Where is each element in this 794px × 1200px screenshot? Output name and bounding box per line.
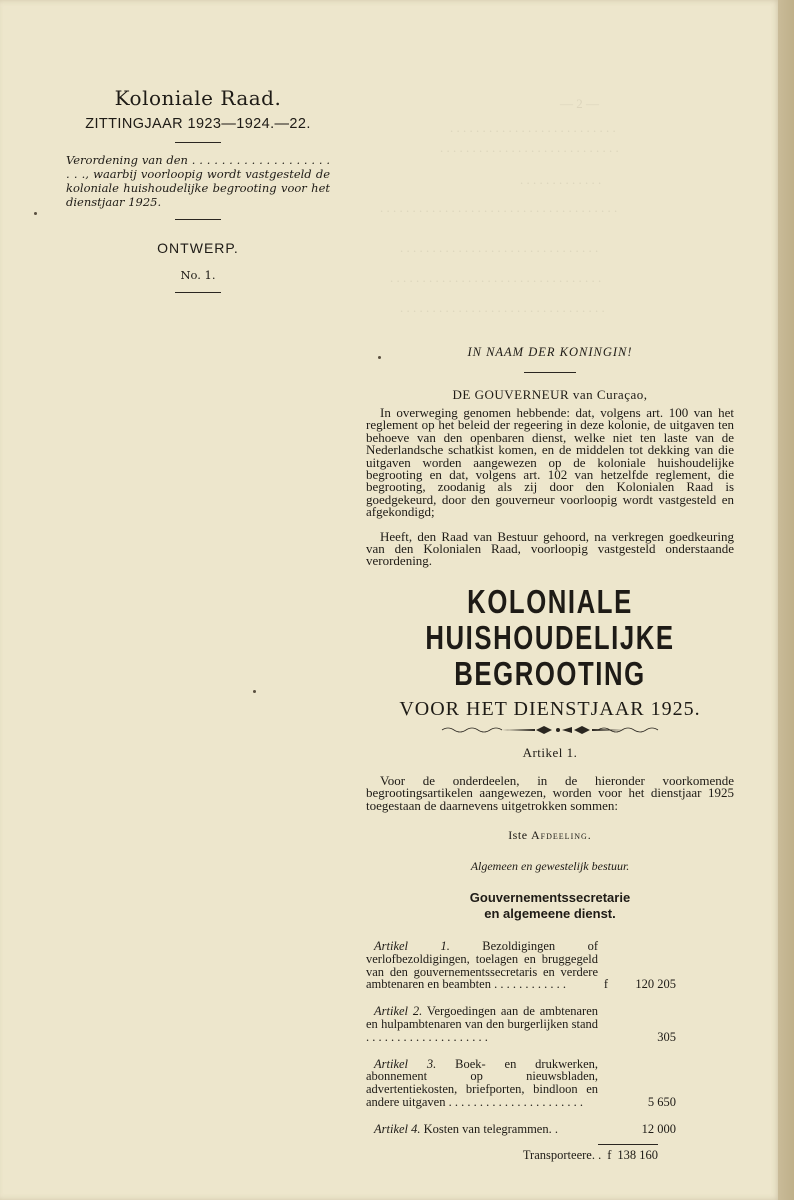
item-article: Artikel 1. bbox=[374, 939, 450, 954]
division-heading bbox=[366, 828, 734, 843]
item-amount: 12 000 bbox=[641, 1121, 676, 1136]
considerations-paragraph: In overweging genomen hebbende: dat, volgens art. 100 van het reglement op het beleid der regeering in deze kolonie, de uitgaven ten behoeve van den openbaren dienst, welke niet ten laste van de Nederlandsche schatkist komen, en de middelen tot dekking van die uitgaven worden aangewezen op de koloniale huishoudelijke begrooting en dat, volgens art. 102 van hetzelfde reglement, die begrooting, zoodanig als zij door den Kolonialen Raad is goedgekeurd, door den gouverneur voorloopig wordt vastgesteld en afgekondigd; bbox=[366, 405, 734, 520]
sum-rule bbox=[598, 1144, 658, 1145]
ornamental-divider-icon bbox=[366, 723, 734, 739]
budget-item bbox=[366, 1058, 734, 1109]
article-paragraph: Voor de onderdeelen, in de hieronder voorkomende begrootingsartikelen aangewezen, worden voor het dienstjaar 1925 toegestaan de daarnevens uitgetrokken sommen: bbox=[366, 772, 734, 813]
item-article: Artikel 3. bbox=[374, 1056, 437, 1071]
item-amount: 120 205 bbox=[635, 977, 676, 992]
ordinance-body bbox=[366, 345, 734, 1163]
department-title bbox=[366, 890, 734, 922]
item-description: Bezoldigingen of verlofbezoldigingen, toelagen en bruggegeld van den gouvernementssecretaris en verdere ambtenaren en beambten . . . . . . . . . . . . bbox=[366, 939, 598, 992]
item-article: Artikel 2. bbox=[374, 1004, 423, 1019]
item-description: Boek- en drukwerken, abonnement op nieuwsbladen, advertentiekosten, briefporten, bindloon en andere uitgaven . . . . . . . . . . . . . . . . . . . . . . bbox=[366, 1056, 598, 1110]
document-page: — 2 — . . . . . . . . . . . . . . . . . . . . . . . . . . . . . . . . . . . . . . . . . . . . . . . . . . . . . . . . . . . . . . . . . . . . . . . . . . . . . . . . . . . . . . . . . . . . . . . . . . . . . . . . . . . . . . . . . . . . . . . . . . . . . . . . . . . . . . . . . . . . . . . . . . . . . . . . . . . . . . . . . . . . . . . . . . . . . . . . . . . . . . . . . . . . . . . . . . . . . . . . Koloniale Raad. ZITTINGJAAR 1923—1924.—22. Verordening van den . . . . . . . . . . . . . . . . . . . . . ., waarbij voorloopig wordt vastgesteld de koloniale huishoudelijke begrooting voor het dienstjaar 1925. ONTWERP. No. 1. IN NAAM DER KONINGIN! DE GOUVERNEUR van Curaçao, In overweging genomen hebbende: dat, volgens art. 100 van het reglement op het beleid der regeering in deze kolonie, de uitgaven ten behoeve van den openbaren dienst, welke niet ten laste van de Nederlandsche schatkist komen, en de middelen tot dekking van die uitgaven worden aangewezen op de koloniale huishoudelijke begrooting en dat, volgens art. 102 van hetzelfde reglement, die begrooting, zoodanig als zij door den Kolonialen Raad is goedgekeurd, door den gouverneur voorloopig wordt vastgesteld en afgekondigd; Heeft, den Raad van Bestuur gehoord, na verkregen goedkeuring van den Kolonialen Raad, voorloopig vastgesteld onderstaande verordening. KOLONIALE HUISHOUDELIJKE BEGROOTING VOOR HET DIENSTJAAR 1925. Artikel 1. Voor de onderdeelen, in de hieronder voorkomende begrootingsartikelen aangewezen, worden voor het dienstjaar 1925 toegestaan de daarnevens uitgetrokken sommen: Iste Afdeeling. Algemeen en gewestelijk bestuur. Gouvernementssecretarie en algemeene dienst. Artikel 1. Bezoldigingen of verlofbezoldigingen, toelagen en bruggegeld van den gouvernementssecretaris en verdere ambtenaren en beambten . . . . . . . . . . . . f 120 205 Artikel 2. Vergoedingen aan de ambtenaren en hulpambtenaren van den burgerlijken stand . . . . . . . . . . . . . . . . . . . . 305 Artikel 3. Boek- en drukwerken, abonnement op nieuwsbladen, advertentiekosten, briefporten, bindloon en andere uitgaven . . . . . . . . . . . . . . . . . . . . . . 5 650 Artikel 4. Kosten van telegrammen. . 12 000 Transporteere. . f 138 160 bbox=[0, 0, 780, 1200]
ordinance-description: Verordening van den . . . . . . . . . . . . . . . . . . . . . ., waarbij voorloopig wordt vastgesteld de koloniale huishoudelijke begrooting voor het dienstjaar 1925. bbox=[66, 153, 330, 209]
transport-amount: 138 160 bbox=[617, 1147, 658, 1162]
budget-items bbox=[366, 940, 734, 1163]
header-rule bbox=[175, 219, 221, 220]
department-title-line1: Gouvernementssecretarie bbox=[469, 890, 631, 906]
transport-currency: f bbox=[607, 1147, 612, 1162]
paper-speck bbox=[34, 212, 37, 215]
document-number: No. 1. bbox=[180, 268, 216, 282]
department-title-line2: en algemeene dienst. bbox=[484, 906, 616, 922]
council-title: Koloniale Raad. bbox=[114, 86, 282, 110]
budget-item bbox=[366, 1005, 734, 1043]
section-rule bbox=[524, 372, 576, 373]
session-year: ZITTINGJAAR 1923—1924.—22. bbox=[85, 116, 311, 132]
division-number: Iste bbox=[508, 828, 528, 843]
item-description: Kosten van telegrammen. . bbox=[420, 1121, 558, 1136]
budget-title-line1: KOLONIALE HUISHOUDELIJKE bbox=[425, 582, 675, 656]
budget-item bbox=[366, 940, 734, 991]
item-article: Artikel 4. bbox=[374, 1121, 421, 1136]
header-rule bbox=[175, 142, 221, 143]
division-label: Afdeeling. bbox=[531, 828, 592, 843]
budget-item bbox=[366, 1123, 734, 1136]
item-amount: 305 bbox=[657, 1029, 676, 1044]
item-amount: 5 650 bbox=[647, 1095, 676, 1110]
page-edge bbox=[778, 0, 794, 1200]
transport-label: Transporteere. . bbox=[522, 1147, 602, 1162]
governor-heading: DE GOUVERNEUR van Curaçao, bbox=[452, 387, 648, 402]
division-subtitle: Algemeen en gewestelijk bestuur. bbox=[470, 859, 630, 874]
enactment-paragraph: Heeft, den Raad van Bestuur gehoord, na verkregen goedkeuring van den Kolonialen Raad, voorloopig vastgesteld onderstaande verordening. bbox=[366, 528, 734, 569]
item-currency: f bbox=[603, 977, 609, 992]
header-rule bbox=[175, 292, 221, 293]
draft-label: ONTWERP. bbox=[157, 240, 239, 256]
royal-preamble: IN NAAM DER KONINGIN! bbox=[467, 345, 633, 359]
item-description: Vergoedingen aan de ambtenaren en hulpambtenaren van den burgerlijken stand . . . . . . . . . . . . . . . . . . . . bbox=[366, 1004, 598, 1044]
article-heading: Artikel 1. bbox=[522, 744, 578, 760]
document-header bbox=[62, 86, 334, 303]
transport-total-row bbox=[366, 1148, 734, 1163]
paper-speck bbox=[253, 690, 256, 693]
budget-title-line2: BEGROOTING bbox=[454, 654, 646, 692]
fiscal-year-title: VOOR HET DIENSTJAAR 1925. bbox=[399, 697, 701, 720]
